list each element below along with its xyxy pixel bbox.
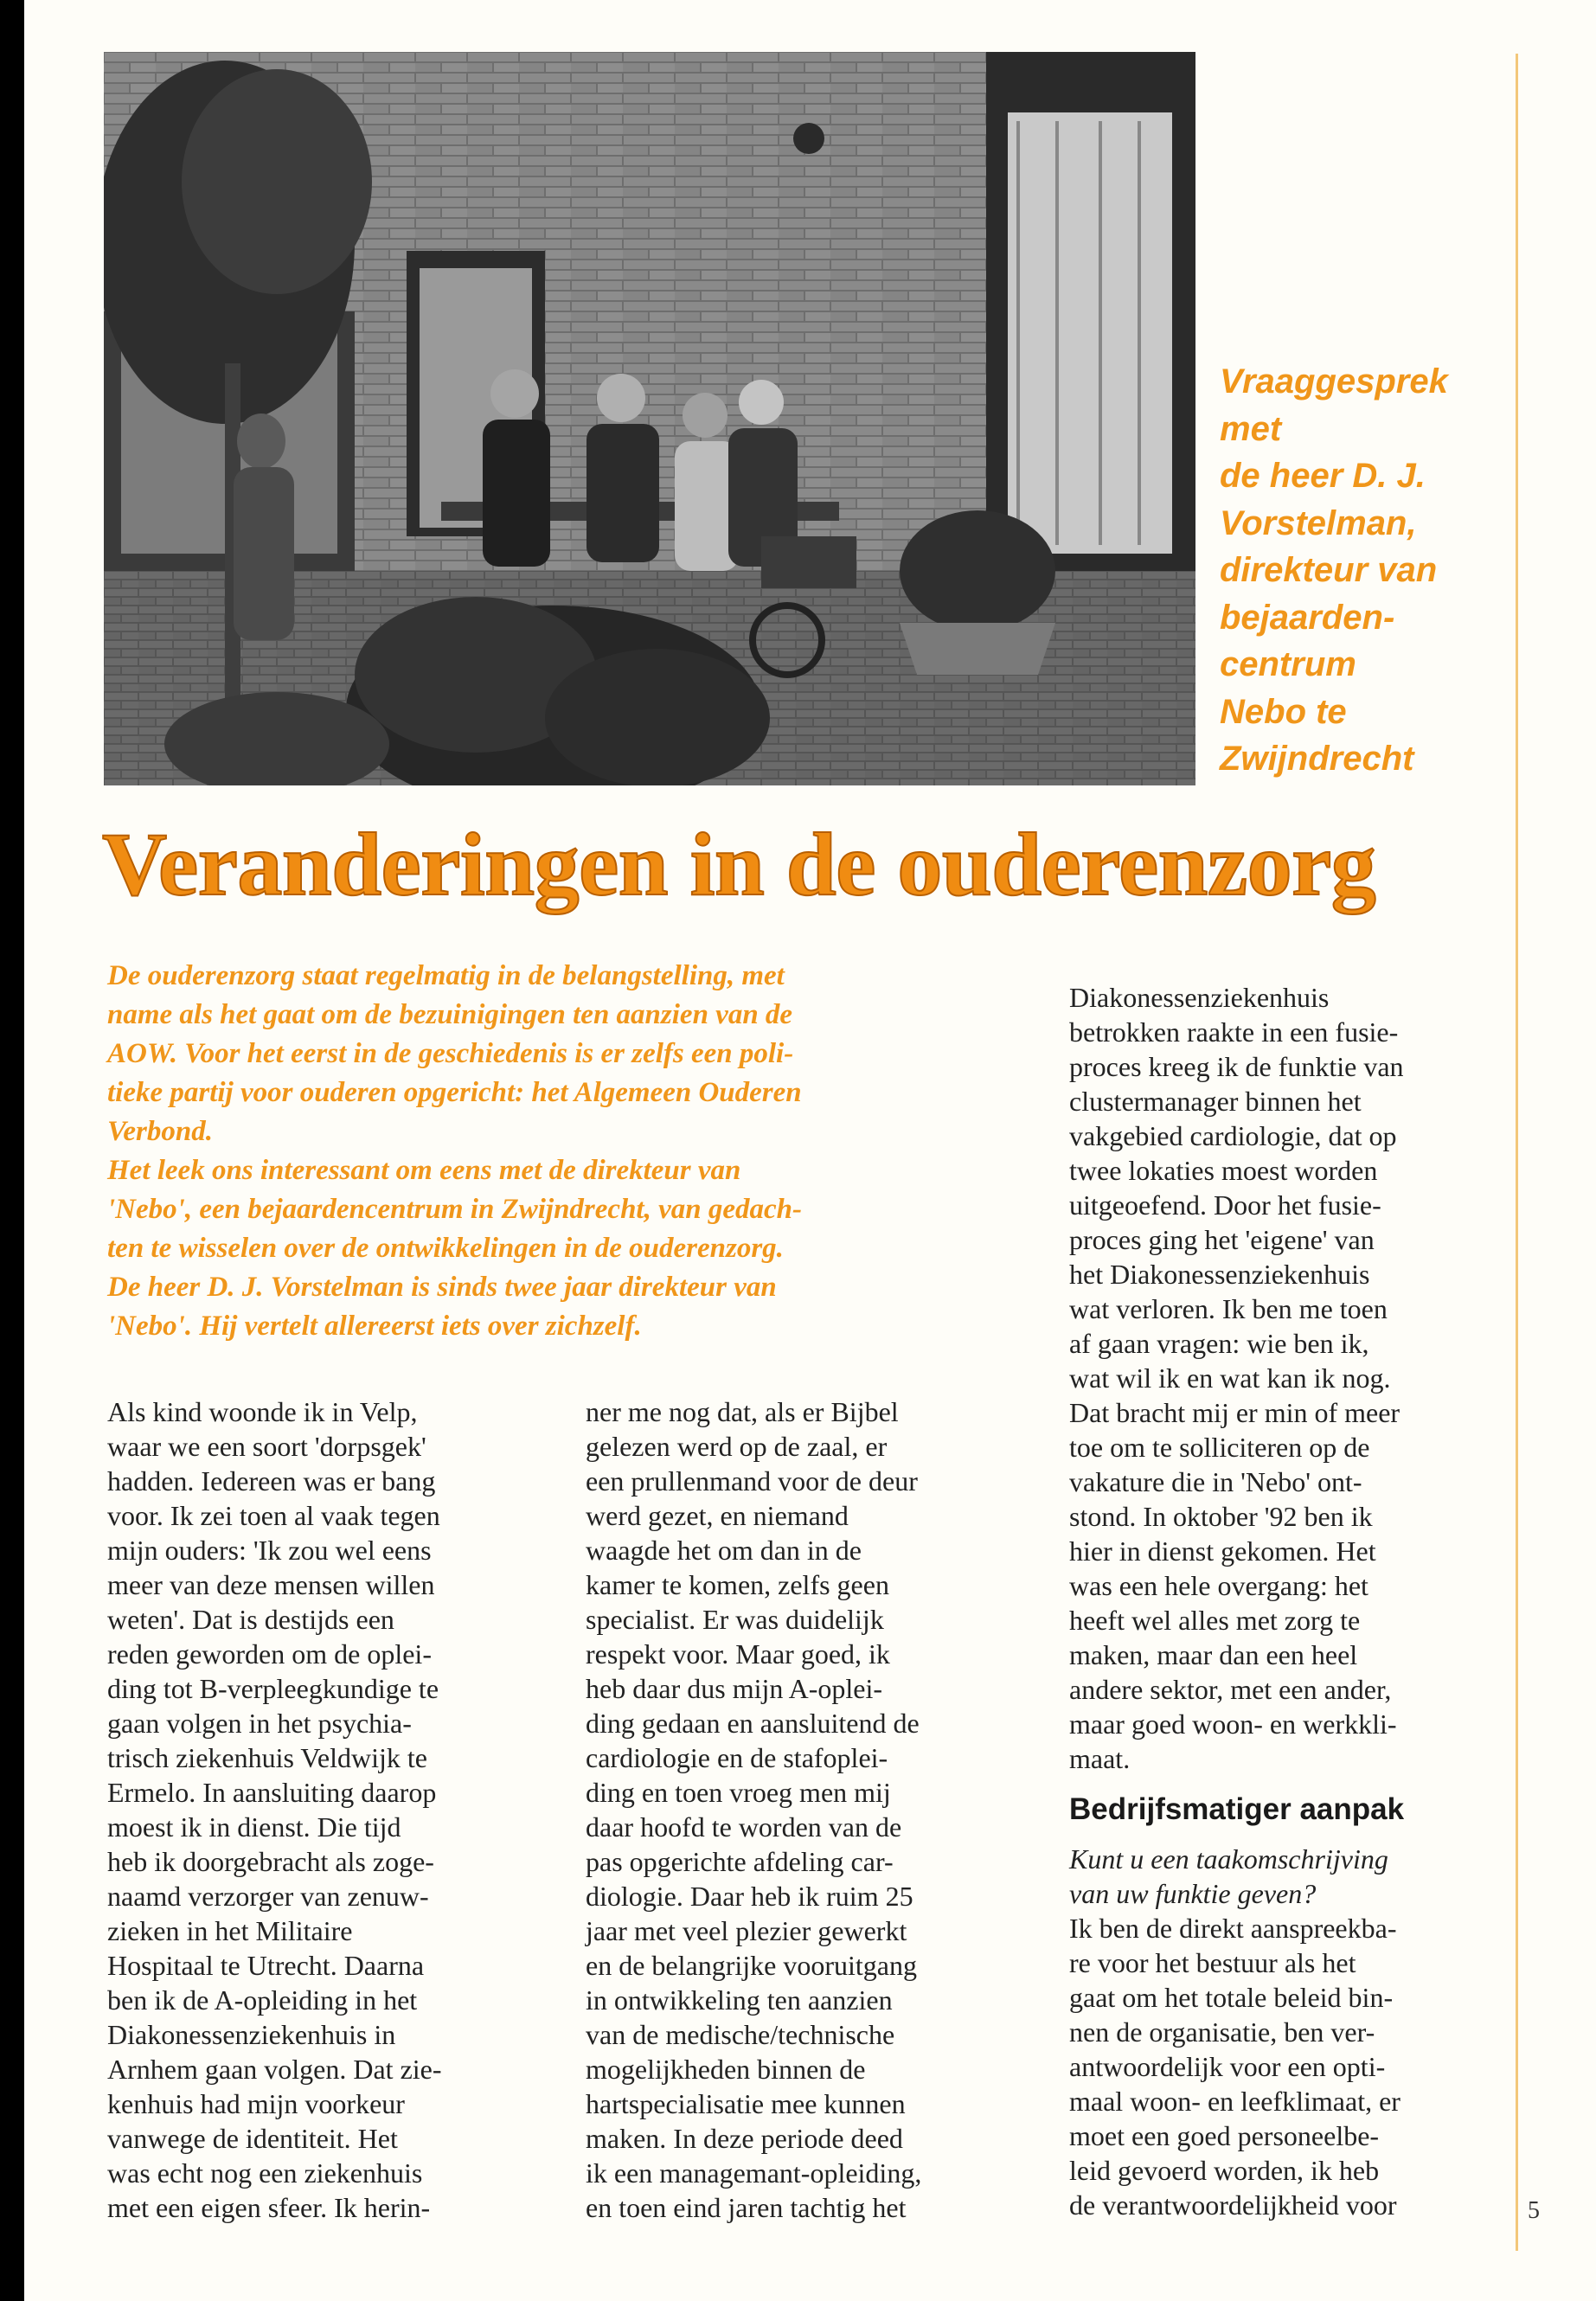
binding-edge (0, 0, 24, 2301)
subtitle-line: Nebo te (1220, 692, 1347, 731)
body-line: maken, maar dan een heel (1069, 1639, 1358, 1670)
body-line: ben ik de A-opleiding in het (107, 1984, 418, 2016)
body-line: ding en toen vroeg men mij (586, 1777, 891, 1808)
body-line: proces ging het 'eigene' van (1069, 1224, 1375, 1255)
subtitle-line: direkteur van (1220, 551, 1438, 589)
subtitle-line: de heer D. J. (1220, 457, 1426, 495)
body-line: Arnhem gaan volgen. Dat zie- (107, 2054, 442, 2085)
body-line: toe om te solliciteren op de (1069, 1432, 1370, 1463)
body-line: van de medische/technische (586, 2019, 895, 2050)
body-line: Hospitaal te Utrecht. Daarna (107, 1950, 425, 1981)
body-line: met een eigen sfeer. Ik herin- (107, 2192, 431, 2223)
body-line: zieken in het Militaire (107, 1915, 353, 1946)
intro-line: De heer D. J. Vorstelman is sinds twee jaar direkteur van (107, 1272, 777, 1303)
body-line: respekt voor. Maar goed, ik (586, 1638, 890, 1670)
body-line: kamer te komen, zelfs geen (586, 1569, 889, 1600)
body-line: Diakonessenziekenhuis (1069, 982, 1330, 1013)
intro-line: ten te wisselen over de ontwikkelingen in de ouderenzorg. (107, 1233, 784, 1264)
body-column-3 (1069, 980, 1502, 2222)
body-line: in ontwikkeling ten aanzien (586, 1984, 893, 2016)
article-photo (104, 52, 1195, 785)
subtitle-line: Vraaggesprek (1220, 362, 1448, 401)
body-line: daar hoofd te worden van de (586, 1811, 902, 1843)
body-line: was een hele overgang: het (1069, 1570, 1368, 1601)
body-line: ik een managemant-opleiding, (586, 2157, 922, 2189)
body-line: en de belangrijke vooruitgang (586, 1950, 917, 1981)
body-line: af gaan vragen: wie ben ik, (1069, 1328, 1369, 1359)
body-line: het Diakonessenziekenhuis (1069, 1259, 1370, 1290)
body-line: en toen eind jaren tachtig het (586, 2192, 907, 2223)
body-line: wat verloren. Ik ben me toen (1069, 1293, 1388, 1324)
body-line: maar goed woon- en werkkli- (1069, 1708, 1397, 1740)
subtitle-line: bejaarden- (1220, 598, 1395, 637)
subtitle-line: centrum (1220, 645, 1356, 683)
body-line: naamd verzorger van zenuw- (107, 1881, 429, 1912)
body-line: Als kind woonde ik in Velp, (107, 1396, 418, 1427)
subtitle-line: Zwijndrecht (1220, 740, 1414, 778)
interview-subtitle (1220, 358, 1505, 783)
subtitle-line: met (1220, 409, 1282, 448)
body-line: weten'. Dat is destijds een (107, 1604, 394, 1635)
body-line: voor. Ik zei toen al vaak tegen (107, 1500, 440, 1531)
body-line: werd gezet, en niemand (586, 1500, 849, 1531)
body-line: stond. In oktober '92 ben ik (1069, 1501, 1373, 1532)
body-line: specialist. Er was duidelijk (586, 1604, 884, 1635)
page-number: 5 (1528, 2197, 1540, 2224)
body-line: wat wil ik en wat kan ik nog. (1069, 1362, 1391, 1394)
body-column-1 (107, 1394, 557, 2225)
body-line: leid gevoerd worden, ik heb (1069, 2155, 1380, 2186)
intro-line: Het leek ons interessant om eens met de direkteur van (107, 1155, 741, 1186)
body-line: gaat om het totale beleid bin- (1069, 1982, 1394, 2013)
body-line: diologie. Daar heb ik ruim 25 (586, 1881, 913, 1912)
body-line: gelezen werd op de zaal, er (586, 1431, 888, 1462)
body-line: nen de organisatie, ben ver- (1069, 2016, 1375, 2048)
body-line: re voor het bestuur als het (1069, 1947, 1356, 1978)
body-line: jaar met veel plezier gewerkt (586, 1915, 907, 1946)
body-line: vakgebied cardiologie, dat op (1069, 1120, 1397, 1151)
body-line: ding tot B-verpleegkundige te (107, 1673, 439, 1704)
article-headline: Veranderingen in de ouderenzorg (102, 815, 1376, 914)
body-line: heb daar dus mijn A-oplei- (586, 1673, 883, 1704)
body-line: clustermanager binnen het (1069, 1086, 1362, 1117)
body-line: hartspecialisatie mee kunnen (586, 2088, 906, 2119)
body-line: betrokken raakte in een fusie- (1069, 1016, 1399, 1048)
body-line: proces kreeg ik de funktie van (1069, 1051, 1404, 1082)
body-line: uitgeoefend. Door het fusie- (1069, 1189, 1381, 1221)
body-line: een prullenmand voor de deur (586, 1465, 918, 1497)
body-line: reden geworden om de oplei- (107, 1638, 432, 1670)
body-line: maal woon- en leefklimaat, er (1069, 2086, 1401, 2117)
body-line: ner me nog dat, als er Bijbel (586, 1396, 899, 1427)
body-line: Dat bracht mij er min of meer (1069, 1397, 1401, 1428)
body-line: moest ik in dienst. Die tijd (107, 1811, 401, 1843)
intro-line: Verbond. (107, 1116, 213, 1147)
body-line: twee lokaties moest worden (1069, 1155, 1378, 1186)
body-line: was echt nog een ziekenhuis (107, 2157, 423, 2189)
body-line: andere sektor, met een ander, (1069, 1674, 1392, 1705)
margin-rule (1516, 54, 1518, 2251)
body-line: hadden. Iedereen was er bang (107, 1465, 436, 1497)
body-line: hier in dienst gekomen. Het (1069, 1535, 1376, 1567)
body-line: waar we een soort 'dorpsgek' (107, 1431, 426, 1462)
intro-line: 'Nebo'. Hij vertelt allereerst iets over zichzelf. (107, 1311, 642, 1342)
interview-question: van uw funktie geven? (1069, 1878, 1317, 1909)
body-line: vakature die in 'Nebo' ont- (1069, 1466, 1362, 1497)
body-line: heb ik doorgebracht als zoge- (107, 1846, 434, 1877)
intro-paragraph (107, 957, 990, 1346)
body-line: ding gedaan en aansluitend de (586, 1708, 920, 1739)
body-line: meer van deze mensen willen (107, 1569, 435, 1600)
intro-line: De ouderenzorg staat regelmatig in de belangstelling, met (107, 960, 785, 991)
interview-question: Kunt u een taakomschrijving (1069, 1843, 1388, 1875)
body-column-2 (586, 1394, 1035, 2225)
body-line: maat. (1069, 1743, 1131, 1774)
body-line: trisch ziekenhuis Veldwijk te (107, 1742, 427, 1773)
body-line: mijn ouders: 'Ik zou wel eens (107, 1535, 432, 1566)
section-subheading: Bedrijfsmatiger aanpak (1069, 1792, 1405, 1826)
intro-line: tieke partij voor ouderen opgericht: het Algemeen Ouderen (107, 1077, 802, 1108)
body-line: moet een goed personeelbe- (1069, 2120, 1380, 2151)
body-line: maken. In deze periode deed (586, 2123, 903, 2154)
body-line: waagde het om dan in de (586, 1535, 862, 1566)
body-line: de verantwoordelijkheid voor (1069, 2189, 1397, 2221)
body-line: vanwege de identiteit. Het (107, 2123, 398, 2154)
body-line: Ermelo. In aansluiting daarop (107, 1777, 437, 1808)
body-line: antwoordelijk voor een opti- (1069, 2051, 1386, 2082)
body-line: Diakonessenziekenhuis in (107, 2019, 396, 2050)
body-line: pas opgerichte afdeling car- (586, 1846, 894, 1877)
body-line: mogelijkheden binnen de (586, 2054, 866, 2085)
intro-line: AOW. Voor het eerst in de geschiedenis is er zelfs een poli- (107, 1038, 794, 1069)
subtitle-line: Vorstelman, (1220, 503, 1417, 542)
body-line: kenhuis had mijn voorkeur (107, 2088, 405, 2119)
intro-line: 'Nebo', een bejaardencentrum in Zwijndrecht, van gedach- (107, 1194, 802, 1225)
body-line: heeft wel alles met zorg te (1069, 1605, 1361, 1636)
body-line: gaan volgen in het psychia- (107, 1708, 412, 1739)
intro-line: name als het gaat om de bezuinigingen ten aanzien van de (107, 999, 793, 1030)
body-line: cardiologie en de stafoplei- (586, 1742, 888, 1773)
body-line: Ik ben de direkt aanspreekba- (1069, 1913, 1397, 1944)
